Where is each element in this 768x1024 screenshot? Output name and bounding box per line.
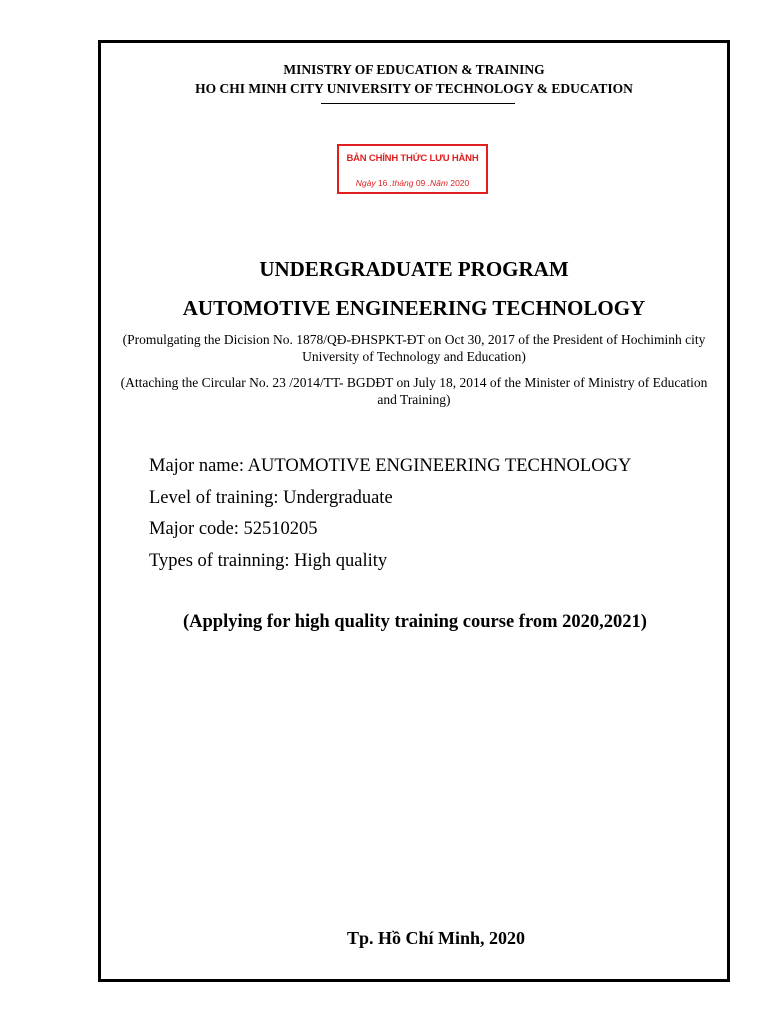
training-level-line: Level of training: Undergraduate bbox=[149, 488, 393, 508]
stamp-day: 16 bbox=[377, 178, 388, 188]
stamp-title: BẢN CHÍNH THỨC LƯU HÀNH bbox=[346, 153, 479, 164]
document-header bbox=[101, 60, 727, 98]
header-divider bbox=[321, 103, 515, 104]
stamp-date-prefix: Ngày bbox=[355, 178, 376, 188]
page-frame bbox=[98, 40, 730, 982]
stamp-year: 2020 bbox=[450, 178, 470, 188]
place-and-year: Tp. Hồ Chí Minh, 2020 bbox=[346, 928, 526, 948]
promulgating-note: (Promulgating the Dicision No. 1878/QĐ-ĐHSPKT-ĐT on Oct 30, 2017 of the President of Hochiminh city University of Technology and Education) bbox=[122, 332, 706, 364]
training-type-line: Types of trainning: High quality bbox=[149, 551, 388, 571]
major-name-line: Major name: AUTOMOTIVE ENGINEERING TECHNOLOGY bbox=[149, 456, 632, 476]
ministry-name: MINISTRY OF EDUCATION & TRAINING bbox=[283, 62, 545, 77]
major-title: AUTOMOTIVE ENGINEERING TECHNOLOGY bbox=[182, 296, 646, 320]
applying-note: (Applying for high quality training course from 2020,2021) bbox=[183, 612, 647, 632]
stamp-year-prefix: .Năm bbox=[427, 178, 448, 188]
major-code-line: Major code: 52510205 bbox=[149, 519, 318, 539]
official-stamp bbox=[337, 144, 488, 194]
university-name: HO CHI MINH CITY UNIVERSITY OF TECHNOLOGY & EDUCATION bbox=[195, 81, 633, 96]
stamp-date bbox=[339, 178, 486, 188]
stamp-month-prefix: .tháng bbox=[389, 178, 414, 188]
stamp-month: 09 bbox=[415, 178, 426, 188]
program-title: UNDERGRADUATE PROGRAM bbox=[259, 257, 569, 281]
attaching-note: (Attaching the Circular No. 23 /2014/TT- BGDĐT on July 18, 2014 of the Minister of Ministry of Education and Training) bbox=[120, 375, 708, 407]
